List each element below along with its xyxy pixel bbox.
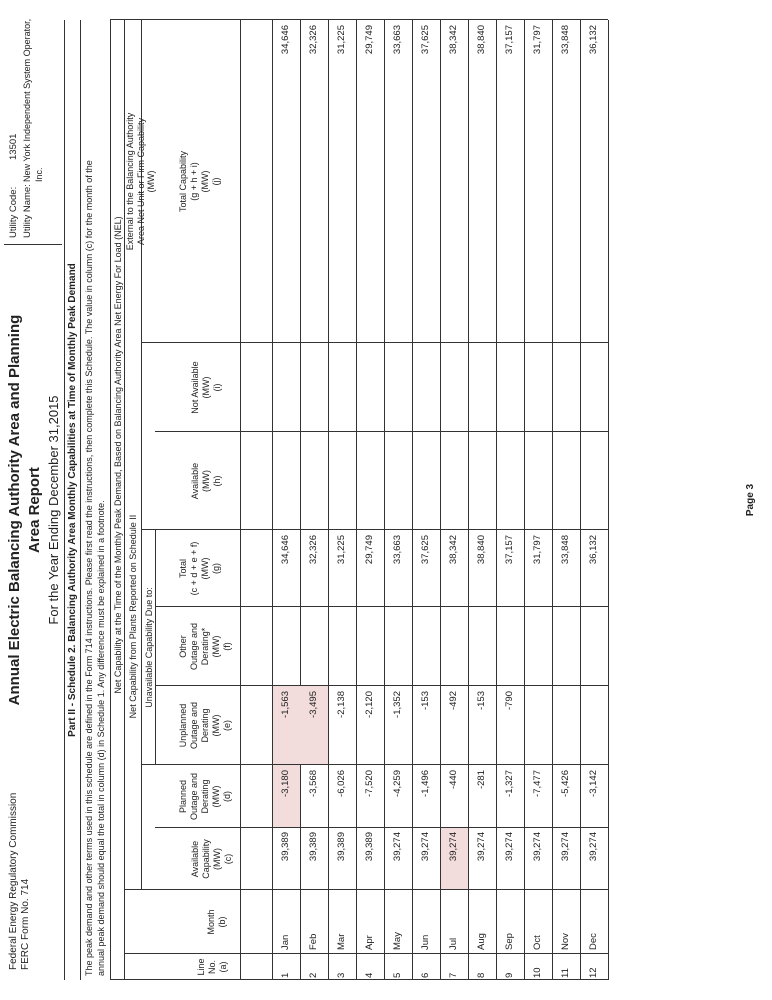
cell-planned: -281 — [476, 770, 487, 790]
form-number: FERC Form No. 714 — [20, 878, 31, 970]
cell-planned: -1,496 — [420, 770, 431, 797]
cell-line-no: 2 — [308, 972, 319, 978]
cell-month: Sep — [504, 933, 515, 950]
utility-code-label: Utility Code: — [8, 186, 19, 238]
cell-planned: -1,327 — [504, 770, 515, 797]
cell-month: May — [392, 932, 403, 950]
cell-available: 39,389 — [364, 832, 375, 862]
cell-planned: -3,568 — [308, 770, 319, 797]
instructions-line1: The peak demand and other terms used in this schedule are defined in the Form 714 instructions. Please first read the instructions, then complete this Schedule. The value in column (c) for the month of the — [84, 160, 94, 976]
cell-planned: -440 — [448, 770, 459, 790]
header-col-total: Total (c + d + e + f) (MW) (g) — [178, 541, 221, 596]
utility-name-line1: New York Independent System Operator, — [22, 18, 32, 182]
cell-total: 31,225 — [336, 535, 347, 565]
cell-line-no: 3 — [336, 972, 347, 978]
cell-available: 39,389 — [336, 832, 347, 862]
cell-total-capability: 34,646 — [280, 25, 291, 55]
header-external-line2: Area Net Unit or Firm Capability — [136, 117, 146, 246]
cell-total: 32,326 — [308, 535, 319, 565]
cell-planned: -7,477 — [532, 770, 543, 797]
cell-total: 29,749 — [364, 535, 375, 565]
cell-total: 38,342 — [448, 535, 459, 565]
cell-available: 39,274 — [504, 832, 515, 862]
cell-available: 39,274 — [560, 832, 571, 862]
cell-total-capability: 29,749 — [364, 25, 375, 55]
header-external-line3: (MW) — [146, 170, 156, 193]
cell-total: 38,840 — [476, 535, 487, 565]
cell-month: Feb — [308, 933, 319, 950]
cell-unplanned: -790 — [504, 691, 515, 711]
cell-total: 33,663 — [392, 535, 403, 565]
header-net-capability: Net Capability at the Time of the Monthly Peak Demand, Based on Balancing Authority Area Net Energy For Load (NEL) — [113, 216, 123, 694]
cell-line-no: 4 — [364, 972, 375, 978]
cell-total-capability: 37,157 — [504, 25, 515, 55]
cell-planned: -3,180 — [280, 770, 291, 797]
cell-total-capability: 32,326 — [308, 25, 319, 55]
cell-line-no: 6 — [420, 972, 431, 978]
cell-total: 34,646 — [280, 535, 291, 565]
header-plants-reported: Net Capability from Plants Reported on Schedule II — [128, 514, 138, 719]
page-number: Page 3 — [745, 483, 756, 517]
cell-month: Jul — [448, 937, 459, 950]
cell-planned: -3,142 — [588, 770, 599, 797]
cell-month: Mar — [336, 933, 347, 950]
cell-total: 33,848 — [560, 535, 571, 565]
header-col-available-capability: Available Capability (MW) (c) — [190, 839, 233, 879]
header-col-unplanned-outage: Unplanned Outage and Derating (MW) (e) — [178, 701, 232, 750]
header-col-other-outage: Other Outage and Derating* (MW) (f) — [178, 622, 232, 671]
header-unavailable: Unavailable Capability Due to: — [144, 587, 154, 708]
cell-month: Dec — [588, 933, 599, 950]
part-title: Part II - Schedule 2. Balancing Authority Area Monthly Capabilities at Time of Monthly Peak Demand — [67, 263, 78, 737]
cell-total: 31,797 — [532, 535, 543, 565]
cell-unplanned: -1,563 — [280, 691, 291, 718]
cell-total: 36,132 — [588, 535, 599, 565]
cell-line-no: 7 — [448, 972, 459, 978]
cell-unplanned: -3,495 — [308, 691, 319, 718]
cell-total-capability: 31,797 — [532, 25, 543, 55]
header-col-total-capability: Total Capability (g + h + i) (MW) (j) — [178, 150, 221, 213]
header-col-external-available: Available (MW) (h) — [190, 462, 222, 500]
cell-total-capability: 37,625 — [420, 25, 431, 55]
cell-month: Aug — [476, 933, 487, 950]
header-col-line-no: Line No. (a) — [196, 958, 228, 976]
cell-available: 39,274 — [448, 832, 459, 862]
cell-unplanned: -153 — [420, 691, 431, 711]
cell-unplanned: -153 — [476, 691, 487, 711]
cell-available: 39,274 — [532, 832, 543, 862]
cell-line-no: 5 — [392, 972, 403, 978]
cell-unplanned: -2,120 — [364, 691, 375, 718]
cell-total-capability: 38,840 — [476, 25, 487, 55]
header-col-month: Month (b) — [206, 909, 227, 935]
header-col-planned-outage: Planned Outage and Derating (MW) (d) — [178, 772, 232, 821]
cell-total-capability: 33,848 — [560, 25, 571, 55]
cell-unplanned: -2,138 — [336, 691, 347, 718]
utility-name-label: Utility Name: — [22, 184, 33, 238]
report-title-line1: Annual Electric Balancing Authority Area and Planning — [6, 314, 23, 706]
cell-planned: -5,426 — [560, 770, 571, 797]
utility-name-line2: Inc. — [34, 167, 44, 182]
cell-available: 39,389 — [308, 832, 319, 862]
cell-available: 39,274 — [588, 832, 599, 862]
cell-planned: -6,026 — [336, 770, 347, 797]
cell-total-capability: 38,342 — [448, 25, 459, 55]
cell-available: 39,389 — [280, 832, 291, 862]
agency-name: Federal Energy Regulatory Commission — [8, 792, 19, 970]
cell-available: 39,274 — [420, 832, 431, 862]
cell-month: Oct — [532, 935, 543, 950]
cell-total-capability: 33,663 — [392, 25, 403, 55]
report-year: For the Year Ending December 31,2015 — [46, 395, 61, 625]
cell-unplanned: -492 — [448, 691, 459, 711]
cell-line-no: 8 — [476, 972, 487, 978]
header-col-not-available: Not Available (MW) (i) — [190, 361, 222, 414]
cell-total: 37,157 — [504, 535, 515, 565]
cell-month: Apr — [364, 935, 375, 950]
report-title-line2: Area Report — [26, 467, 43, 553]
cell-line-no: 1 — [280, 972, 291, 978]
header-external-line1: External to the Balancing Authority — [125, 112, 135, 251]
cell-available: 39,274 — [392, 832, 403, 862]
cell-month: Jan — [280, 934, 291, 950]
cell-line-no: 9 — [504, 972, 515, 978]
cell-planned: -7,520 — [364, 770, 375, 797]
cell-total: 37,625 — [420, 535, 431, 565]
utility-code: 13501 — [8, 133, 19, 160]
cell-line-no: 10 — [532, 967, 543, 978]
cell-line-no: 11 — [560, 968, 571, 978]
cell-planned: -4,259 — [392, 770, 403, 797]
cell-line-no: 12 — [588, 967, 599, 978]
cell-available: 39,274 — [476, 832, 487, 862]
cell-month: Jun — [420, 934, 431, 950]
instructions-line2: annual peak demand should equal the total in column (d) in Schedule 1. Any difference must be explained in a footnote. — [96, 500, 106, 976]
cell-total-capability: 31,225 — [336, 25, 347, 55]
cell-month: Nov — [560, 933, 571, 950]
cell-unplanned: -1,352 — [392, 691, 403, 718]
cell-total-capability: 36,132 — [588, 25, 599, 55]
